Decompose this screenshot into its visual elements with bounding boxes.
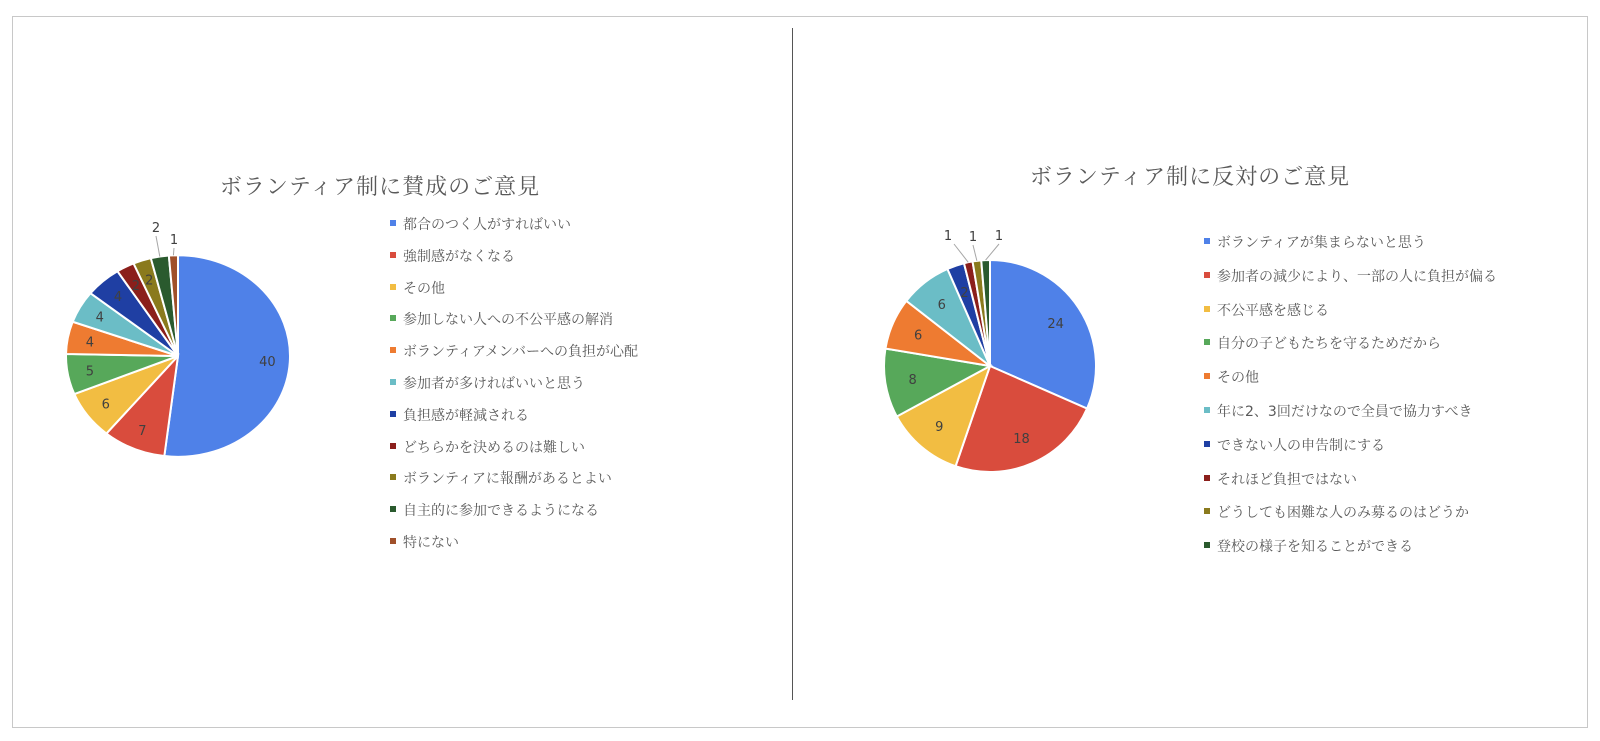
slice-value-label: 7 [138, 424, 147, 440]
legend-item [1204, 536, 1497, 570]
legend-swatch [1204, 272, 1210, 278]
slice-value-label: 4 [113, 290, 123, 306]
legend-swatch [390, 411, 396, 417]
legend-swatch [390, 443, 396, 449]
legend-swatch [390, 347, 396, 353]
legend-label: 登校の様子を知ることができる [1217, 539, 1413, 556]
legend-swatch [390, 379, 396, 385]
slice-value-label: 5 [85, 364, 95, 380]
slice-value-label: 9 [935, 419, 944, 435]
legend-swatch [1204, 441, 1210, 447]
legend-label: 自分の子どもたちを守るためだから [1217, 336, 1441, 353]
legend-swatch [1204, 407, 1210, 413]
slice-value-label: 2 [145, 273, 154, 289]
legend-label: 強制感がなくなる [403, 248, 515, 265]
slice-value-label: 2 [960, 285, 969, 301]
legend-swatch [390, 220, 396, 226]
legend-label: 参加者の減少により、一部の人に負担が偏る [1217, 268, 1497, 285]
legend-item [1204, 367, 1497, 401]
legend-swatch [390, 506, 396, 512]
leader-line [954, 244, 968, 262]
legend-label: 都合のつく人がすればいい [403, 217, 571, 233]
legend-label: どうしても困難な人のみ募るのはどうか [1217, 505, 1469, 522]
pie-chart-right [870, 220, 1150, 500]
legend-label: ボランティアが集まらないと思う [1217, 235, 1426, 251]
legend-item [390, 341, 638, 373]
slice-value-label: 2 [151, 221, 161, 236]
leader-line [173, 248, 174, 255]
legend-swatch [390, 538, 396, 544]
legend-item [390, 214, 638, 246]
leader-line [986, 244, 999, 260]
legend-item [390, 309, 638, 341]
legend-item [390, 373, 638, 405]
legend-swatch [1204, 475, 1210, 481]
legend-item [390, 468, 638, 500]
chart-title-left: ボランティア制に賛成のご意見 [219, 175, 541, 200]
slice-value-label: 4 [95, 310, 104, 326]
legend-swatch [1204, 373, 1210, 379]
legend-left [390, 214, 638, 564]
slice-value-label: 18 [1013, 431, 1030, 447]
legend-swatch [1204, 542, 1210, 548]
slice-value-label: 2 [131, 278, 141, 294]
legend-label: 不公平感を感じる [1217, 302, 1329, 319]
legend-item [1204, 469, 1497, 503]
legend-swatch [1204, 306, 1210, 312]
slice-value-label: 1 [968, 230, 978, 245]
legend-item [1204, 232, 1497, 266]
slice-value-label: 8 [908, 372, 917, 388]
legend-label: それほど負担ではない [1217, 471, 1357, 488]
legend-item [390, 532, 638, 564]
legend-item [1204, 401, 1497, 435]
legend-label: 年に2、3回だけなので全員で協力すべき [1217, 403, 1473, 420]
legend-swatch [390, 315, 396, 321]
legend-label: その他 [1217, 370, 1259, 387]
legend-item [390, 246, 638, 278]
legend-item [1204, 300, 1497, 334]
legend-right [1204, 232, 1497, 570]
legend-swatch [390, 252, 396, 258]
slice-value-label: 1 [169, 233, 179, 248]
legend-label: 特にない [403, 534, 459, 551]
slice-value-label: 1 [994, 229, 1004, 244]
legend-label: 自主的に参加できるようになる [403, 503, 599, 520]
chart-title-right: ボランティア制に反対のご意見 [1029, 165, 1351, 190]
center-divider [792, 28, 793, 700]
legend-item [390, 278, 638, 310]
legend-swatch [1204, 339, 1210, 345]
leader-line [156, 236, 160, 257]
legend-swatch [390, 474, 396, 480]
legend-item [1204, 502, 1497, 536]
slice-value-label: 4 [85, 335, 95, 351]
legend-label: その他 [403, 280, 445, 297]
legend-item [390, 437, 638, 469]
legend-swatch [1204, 238, 1210, 244]
legend-label: 負担感が軽減される [403, 407, 529, 424]
legend-label: できない人の申告制にする [1217, 437, 1385, 454]
slice-value-label: 6 [937, 298, 946, 314]
slice-value-label: 6 [101, 397, 110, 413]
slice-value-label: 40 [259, 354, 276, 370]
legend-item [1204, 435, 1497, 469]
slice-value-label: 1 [943, 229, 953, 244]
legend-label: 参加者が多ければいいと思う [403, 375, 585, 392]
legend-label: ボランティアに報酬があるとよい [403, 471, 612, 488]
slice-value-label: 24 [1047, 317, 1064, 333]
legend-item [1204, 266, 1497, 300]
legend-label: どちらかを決めるのは難しい [403, 439, 585, 456]
legend-item [1204, 333, 1497, 367]
pie-chart-left [40, 220, 340, 480]
legend-item [390, 405, 638, 437]
legend-swatch [390, 284, 396, 290]
legend-label: ボランティアメンバーへの負担が心配 [403, 344, 639, 361]
leader-line [973, 245, 977, 261]
legend-item [390, 500, 638, 532]
legend-label: 参加しない人への不公平感の解消 [403, 312, 613, 329]
legend-swatch [1204, 508, 1210, 514]
slice-value-label: 6 [914, 328, 923, 344]
